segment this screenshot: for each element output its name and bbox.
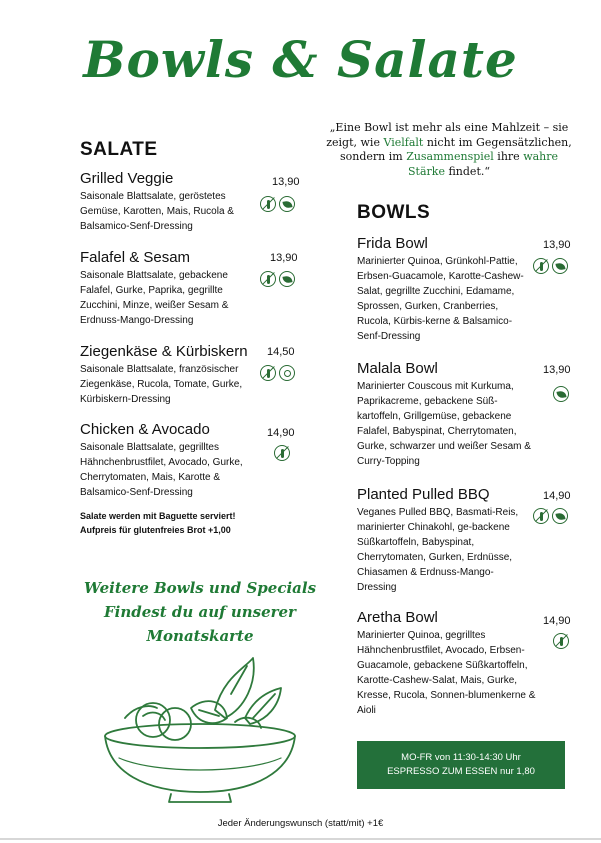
item-name: Falafel & Sesam <box>80 249 191 266</box>
menu-item <box>80 249 298 328</box>
item-name: Ziegenkäse & Kürbiskern <box>80 343 248 360</box>
intro-quote <box>320 121 578 179</box>
menu-item <box>357 360 572 469</box>
specials-line: Findest du auf unserer <box>104 603 296 621</box>
note-line: Salate werden mit Baguette serviert! <box>80 511 236 521</box>
item-description: Saisonale Blattsalate, gebackene Falafel, Gurke, Paprika, gegrillte Zucchini, Minze, weißer Sesam & Erdnuss-Mango-Dressing <box>80 270 229 326</box>
item-description: Saisonale Blattsalate, geröstetes Gemüse, Karotten, Mais, Rucola & Balsamico-Senf-Dressing <box>80 191 234 232</box>
item-price: 14,50 <box>267 346 295 358</box>
bowls-heading: BOWLS <box>357 202 431 223</box>
salad-bowl-illustration <box>95 648 305 808</box>
item-description: Saisonale Blattsalate, gegrilltes Hähnchenbrustfilet, Avocado, Gurke, Cherrytomaten, Mais, Karotte & Balsamico-Senf-Dressing <box>80 442 243 498</box>
item-name: Malala Bowl <box>357 360 438 377</box>
vegetarian-icon <box>279 365 295 381</box>
diet-icons <box>260 271 295 287</box>
menu-item <box>357 486 572 595</box>
vegan-leaf-icon <box>552 258 568 274</box>
vegan-leaf-icon <box>552 508 568 524</box>
menu-item <box>80 421 295 500</box>
diet-icons <box>533 508 568 524</box>
quote-text: findet.“ <box>444 164 490 178</box>
item-name: Frida Bowl <box>357 235 428 252</box>
quote-highlight: Zusammenspiel <box>406 150 494 163</box>
espresso-offer-line: ESPRESSO ZUM ESSEN nur 1,80 <box>387 766 535 777</box>
quote-text: „Eine Bowl ist mehr als eine Mahlzeit – sie zeigt, wie <box>326 121 569 149</box>
vegan-leaf-icon <box>279 196 295 212</box>
diet-icons <box>274 445 290 461</box>
note-line: Aufpreis für glutenfreies Brot +1,00 <box>80 525 231 535</box>
menu-item <box>80 343 295 407</box>
item-price: 13,90 <box>270 252 298 264</box>
gluten-free-icon <box>260 196 276 212</box>
vegan-leaf-icon <box>553 386 569 402</box>
salate-heading: SALATE <box>80 139 158 160</box>
item-price: 14,90 <box>267 427 295 439</box>
footer-note: Jeder Änderungswunsch (statt/mit) +1€ <box>217 818 384 829</box>
quote-text: ihre <box>493 150 524 163</box>
item-name: Aretha Bowl <box>357 609 438 626</box>
item-price: 13,90 <box>543 364 571 376</box>
vegan-leaf-icon <box>279 271 295 287</box>
salate-note <box>80 509 300 537</box>
item-price: 13,90 <box>543 239 571 251</box>
menu-item <box>80 170 300 234</box>
lunch-hours-box <box>357 741 565 789</box>
gluten-free-icon <box>533 258 549 274</box>
specials-line: Weitere Bowls und Specials <box>83 579 317 597</box>
item-description: Marinierter Couscous mit Kurkuma, Paprikacreme, gebackene Süß-kartoffeln, Grillgemüse, gebackene Falafel, Babyspinat, Cherrytomaten, Gurke, schwarzer und weißer Sesam & Curry-Topping <box>357 381 531 467</box>
item-name: Grilled Veggie <box>80 170 174 187</box>
bottom-divider <box>0 838 601 840</box>
diet-icons <box>260 365 295 381</box>
page-title: Bowls & Salate <box>83 30 518 89</box>
item-name: Planted Pulled BBQ <box>357 486 490 503</box>
item-description: Veganes Pulled BBQ, Basmati-Reis, marinierter Chinakohl, ge-backene Süßkartoffeln, Babyspinat, Cherrytomaten, Gurken, Erdnüsse, Chiasamen & Erdnuss-Mango-Dressing <box>357 507 519 593</box>
item-description: Saisonale Blattsalate, französischer Ziegenkäse, Rucola, Tomate, Gurke, Kürbiskern-Dressing <box>80 364 243 405</box>
quote-highlight: Vielfalt <box>383 135 424 149</box>
item-price: 14,90 <box>543 490 571 502</box>
diet-icons <box>553 633 569 649</box>
specials-text <box>70 576 330 648</box>
item-description: Marinierter Quinoa, gegrilltes Hähnchenbrustfilet, Avocado, Erbsen-Guacamole, gebackene Süßkartoffeln, Karotte-Cashew-Salat, Mais, Gurke, Kresse, Rucola, Sonnen-blumenkerne & Aioli <box>357 630 536 716</box>
item-price: 13,90 <box>272 176 300 188</box>
diet-icons <box>553 386 569 402</box>
item-description: Marinierter Quinoa, Grünkohl-Pattie, Erbsen-Guacamole, Karotte-Cashew-Salat, gegrillte Zucchini, Edamame, Sprossen, Gurken, Cranberries, Rucola, Kürbis-kerne & Balsamico-Senf-Dressing <box>357 256 524 342</box>
item-price: 14,90 <box>543 615 571 627</box>
quote-highlight: wahre Stärke <box>408 150 559 178</box>
hours-line: MO-FR von 11:30-14:30 Uhr <box>401 752 521 763</box>
gluten-free-icon <box>274 445 290 461</box>
gluten-free-icon <box>260 365 276 381</box>
gluten-free-icon <box>260 271 276 287</box>
item-name: Chicken & Avocado <box>80 421 210 438</box>
menu-item <box>357 235 572 344</box>
gluten-free-icon <box>553 633 569 649</box>
gluten-free-icon <box>533 508 549 524</box>
diet-icons <box>260 196 295 212</box>
specials-line: Monatskarte <box>146 627 254 645</box>
diet-icons <box>533 258 568 274</box>
menu-item <box>357 609 572 718</box>
quote-text: nicht im Gegensätzlichen, sondern im <box>339 135 572 163</box>
